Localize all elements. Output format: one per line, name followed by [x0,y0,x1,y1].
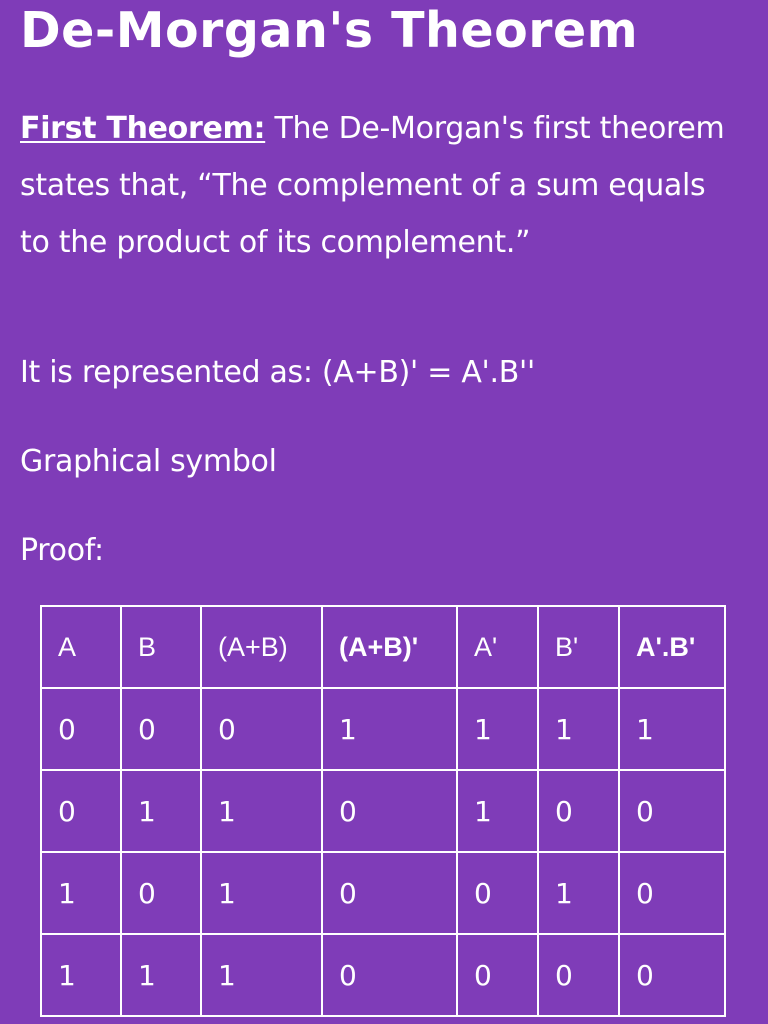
table-cell: 1 [41,852,121,934]
table-cell: 1 [121,934,201,1016]
table-cell: 0 [619,770,725,852]
table-cell: 1 [201,770,322,852]
header-cell: (A+B)' [322,606,457,688]
table-cell: 1 [619,688,725,770]
table-row [41,770,725,852]
table-cell: 1 [201,934,322,1016]
table-cell: 0 [538,934,619,1016]
first-theorem-paragraph [20,100,740,271]
table-cell: 1 [457,688,538,770]
table-cell: 1 [322,688,457,770]
table-row [41,934,725,1016]
header-cell: A [41,606,121,688]
table-cell: 1 [457,770,538,852]
first-theorem-heading: First Theorem: [20,111,266,146]
table-row [41,688,725,770]
table-cell: 0 [322,934,457,1016]
header-cell: A' [457,606,538,688]
truth-table [40,605,726,1017]
table-cell: 0 [619,852,725,934]
table-cell: 0 [41,770,121,852]
table-cell: 0 [322,770,457,852]
header-cell: B' [538,606,619,688]
table-cell: 1 [538,852,619,934]
table-cell: 1 [121,770,201,852]
table-header-row [41,606,725,688]
proof-label: Proof: [20,533,104,568]
first-theorem-text: The De-Morgan's first theorem states that, “The complement of a sum equals to the product of its complement.” [20,111,725,260]
table-cell: 0 [538,770,619,852]
table-cell: 1 [538,688,619,770]
table-cell: 0 [121,688,201,770]
table-cell: 0 [457,852,538,934]
table-cell: 0 [322,852,457,934]
graphical-symbol-label: Graphical symbol [20,444,277,479]
table-cell: 0 [457,934,538,1016]
table-cell: 0 [619,934,725,1016]
table-cell: 1 [201,852,322,934]
header-cell: A'.B' [619,606,725,688]
table-row [41,852,725,934]
representation-text: It is represented as: (A+B)' = A'.B'' [20,355,535,390]
table-cell: 0 [201,688,322,770]
header-cell: (A+B) [201,606,322,688]
page-title: De-Morgan's Theorem [20,2,639,59]
table-cell: 0 [121,852,201,934]
table-cell: 1 [41,934,121,1016]
header-cell: B [121,606,201,688]
table-cell: 0 [41,688,121,770]
